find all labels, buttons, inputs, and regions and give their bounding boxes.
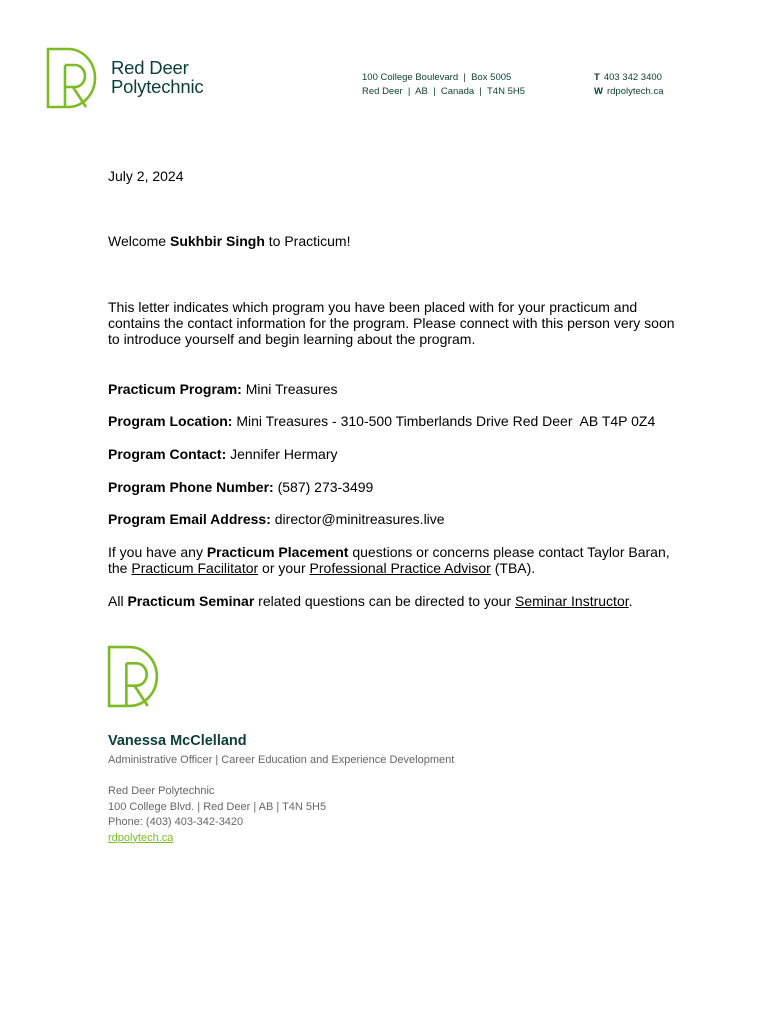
field-value: Jennifer Hermary: [226, 446, 338, 462]
signature-name: Vanessa McClelland: [108, 733, 247, 749]
signature-role: Administrative Officer | Career Education and Experience Development: [108, 754, 455, 766]
letterhead-contact: [594, 71, 663, 98]
seminar-text-1: All: [108, 593, 128, 609]
institution-name-line2: Polytechnic: [111, 76, 204, 97]
letterhead-phone: 403 342 3400: [603, 72, 662, 83]
letterhead-address: [362, 71, 525, 98]
field-program-contact: [108, 446, 338, 462]
address-line1: 100 College Boulevard | Box 5005: [362, 72, 512, 83]
web-label: W: [594, 85, 603, 97]
seminar-text-2: related questions can be directed to your: [254, 593, 516, 609]
intro-paragraph: This letter indicates which program you have been placed with for your practicum and contains the contact information for the program. Please connect with this person very soon to introduce yourself and begin learning about the program.: [108, 299, 675, 347]
phone-label: T: [594, 72, 600, 83]
seminar-paragraph: [108, 593, 633, 609]
contact-paragraph: [108, 544, 688, 576]
contact-text-1: If you have any: [108, 544, 207, 560]
signature-details: [108, 784, 326, 846]
institution-name-line1: Red Deer: [111, 57, 189, 78]
address-line2: Red Deer | AB | Canada | T4N 5H5: [362, 85, 526, 97]
letter-date: July 2, 2024: [108, 168, 184, 184]
field-value: (587) 273-3499: [273, 479, 374, 495]
rdp-logo-icon: [46, 47, 102, 109]
seminar-instructor-link[interactable]: Seminar Instructor: [515, 593, 629, 609]
field-label: Program Phone Number:: [108, 479, 274, 495]
welcome-suffix: to Practicum!: [264, 233, 351, 249]
field-value: director@minitreasures.live: [270, 511, 445, 527]
practice-advisor-link[interactable]: Professional Practice Advisor: [309, 560, 491, 576]
field-label: Program Email Address:: [108, 511, 271, 527]
field-value: Mini Treasures - 310-500 Timberlands Drive Red Deer AB T4P 0Z4: [232, 413, 656, 429]
contact-text-3: or your: [258, 560, 310, 576]
field-practicum-program: [108, 381, 338, 397]
field-label: Program Contact:: [108, 446, 227, 462]
letterhead-phone-row: [594, 71, 663, 85]
signature-website-link[interactable]: rdpolytech.ca: [108, 831, 174, 844]
seminar-bold: Practicum Seminar: [127, 593, 255, 609]
contact-text-2: questions or concerns please contact Taylor Baran, the: [108, 544, 674, 576]
signature-phone: Phone: (403) 403-342-3420: [108, 816, 244, 828]
welcome-line: [108, 233, 350, 249]
field-program-email: [108, 511, 445, 527]
signature-org: Red Deer Polytechnic: [108, 785, 215, 797]
field-value: Mini Treasures: [241, 381, 338, 397]
rdp-logo-icon: [107, 645, 164, 708]
student-name: Sukhbir Singh: [169, 233, 265, 249]
field-label: Practicum Program:: [108, 381, 242, 397]
contact-text-4: (TBA).: [490, 560, 536, 576]
practicum-facilitator-link[interactable]: Practicum Facilitator: [131, 560, 259, 576]
letterhead-web-row: [594, 85, 663, 99]
field-program-phone: [108, 479, 373, 495]
field-label: Program Location:: [108, 413, 233, 429]
institution-name: [111, 58, 203, 96]
contact-bold: Practicum Placement: [206, 544, 349, 560]
signature-address: 100 College Blvd. | Red Deer | AB | T4N 5H5: [108, 800, 327, 813]
seminar-text-3: .: [628, 593, 633, 609]
welcome-prefix: Welcome: [108, 233, 170, 249]
letterhead-web[interactable]: rdpolytech.ca: [606, 85, 664, 97]
field-program-location: [108, 413, 655, 429]
